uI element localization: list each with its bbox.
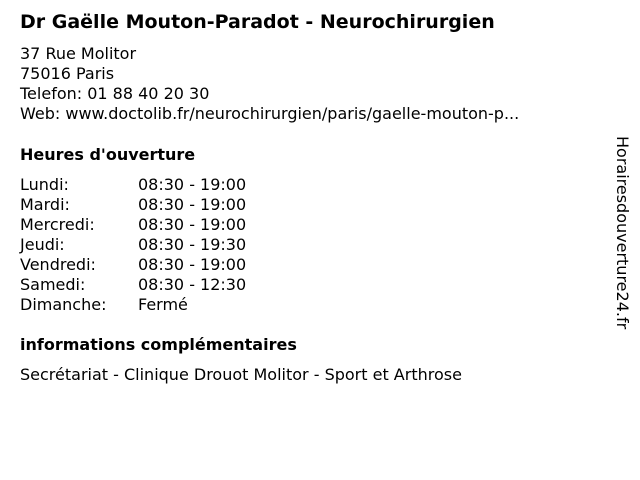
hours-day: Mercredi: [20,215,95,234]
hours-time: 08:30 - 19:30 [138,235,247,254]
address-street: 37 Rue Molitor [20,44,137,63]
address-block [20,44,519,124]
website-link[interactable]: Web: www.doctolib.fr/neurochirurgien/paris/gaelle-mouton-p... [20,104,520,123]
hours-time: 08:30 - 19:00 [138,215,247,234]
hours-table [20,175,246,315]
hours-time: 08:30 - 12:30 [138,275,247,294]
hours-time: 08:30 - 19:00 [138,175,247,194]
hours-row-wednesday [20,215,246,235]
page-title: Dr Gaëlle Mouton-Paradot - Neurochirurgien [20,11,495,33]
hours-time: Fermé [138,295,188,314]
hours-row-friday [20,255,246,275]
hours-day: Mardi: [20,195,70,214]
hours-day: Jeudi: [20,235,65,254]
site-watermark: Horairesdouverture24.fr [613,136,632,330]
hours-time: 08:30 - 19:00 [138,195,247,214]
info-text: Secrétariat - Clinique Drouot Molitor - Sport et Arthrose [20,365,462,384]
hours-row-thursday [20,235,246,255]
hours-time: 08:30 - 19:00 [138,255,247,274]
info-heading: informations complémentaires [20,335,297,354]
hours-day: Samedi: [20,275,86,294]
hours-row-saturday [20,275,246,295]
hours-row-tuesday [20,195,246,215]
hours-day: Lundi: [20,175,69,194]
hours-heading: Heures d'ouverture [20,145,196,164]
address-city: 75016 Paris [20,64,115,83]
hours-day: Dimanche: [20,295,107,314]
hours-row-monday [20,175,246,195]
hours-day: Vendredi: [20,255,96,274]
hours-row-sunday [20,295,246,315]
phone-number: Telefon: 01 88 40 20 30 [20,84,210,103]
